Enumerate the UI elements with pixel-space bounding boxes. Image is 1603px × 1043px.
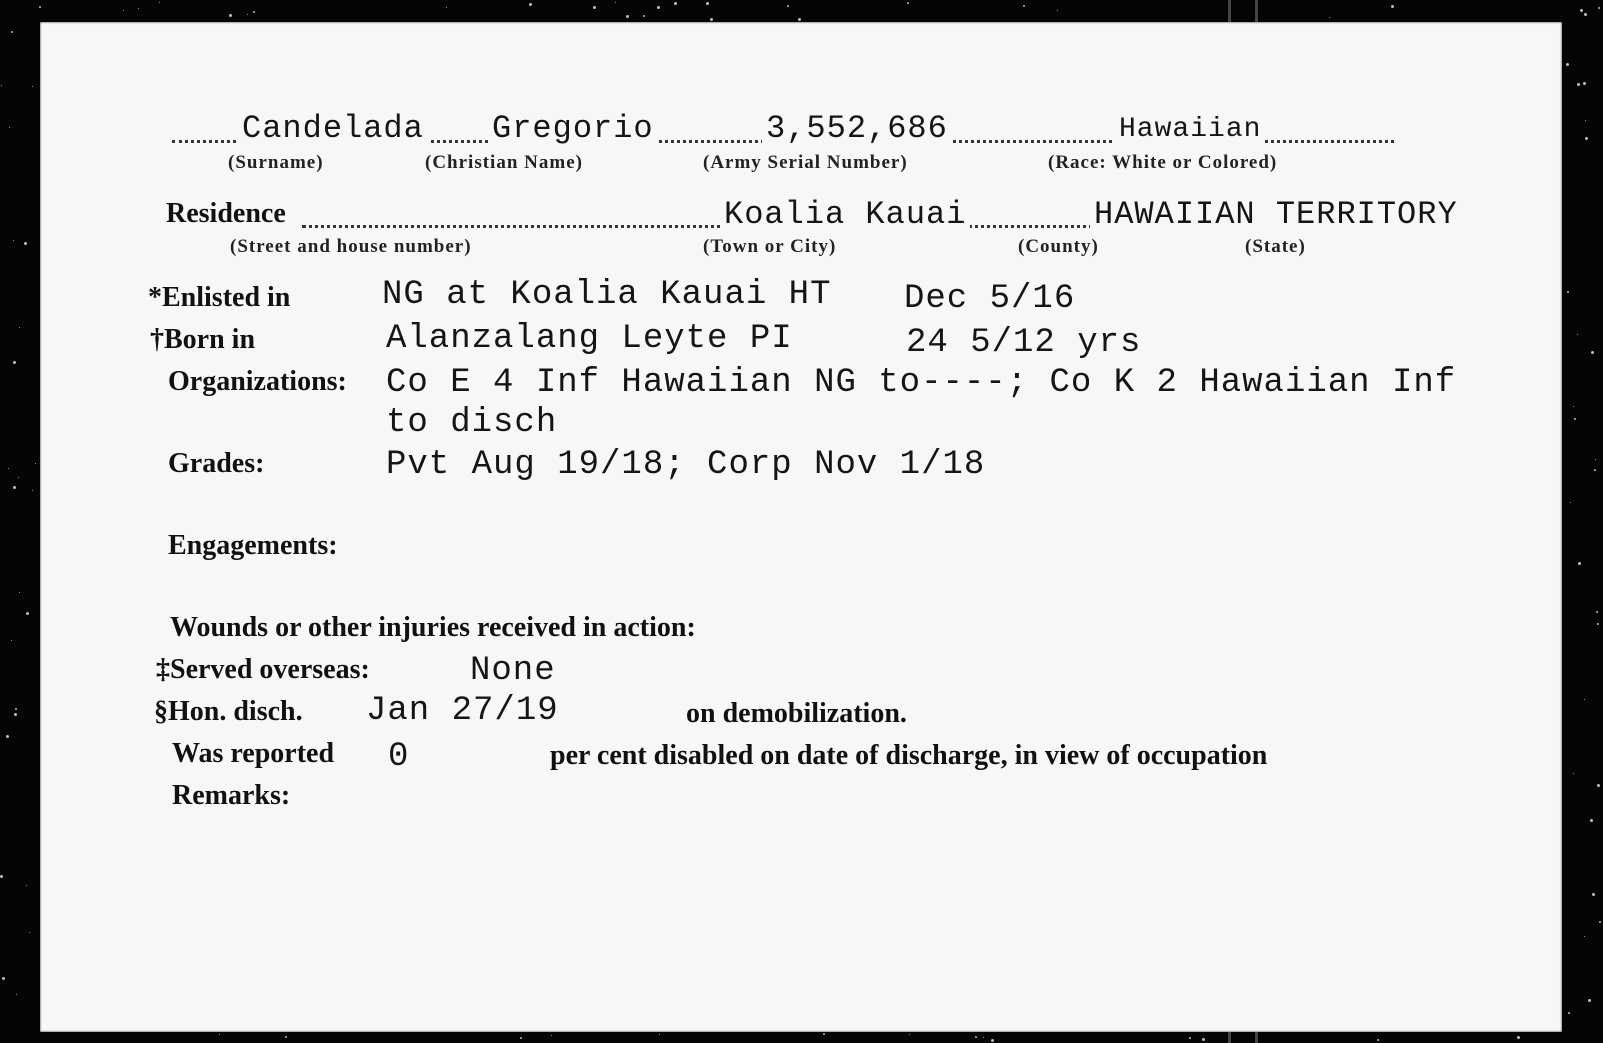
film-speck: [1573, 406, 1574, 407]
film-speck: [19, 327, 20, 328]
film-speck: [1189, 1037, 1191, 1039]
served-overseas-value: None: [470, 652, 556, 690]
christian-name-value: Gregorio: [488, 110, 658, 147]
film-speck: [8, 468, 9, 469]
film-speck: [247, 14, 248, 15]
film-speck: [909, 1034, 910, 1035]
film-speck: [823, 1033, 825, 1035]
film-speck: [6, 735, 9, 738]
served-overseas-label: ‡Served overseas:: [156, 654, 370, 685]
surname-value: Candelada: [238, 110, 428, 147]
film-speck: [1580, 9, 1583, 12]
film-speck: [1329, 17, 1330, 18]
film-speck: [551, 1035, 552, 1036]
film-speck: [13, 240, 14, 241]
film-speck: [32, 490, 33, 491]
residence-state-value: HAWAIIAN TERRITORY: [1090, 196, 1462, 233]
film-speck: [1, 85, 2, 86]
film-speck: [14, 713, 17, 716]
film-speck: [1591, 351, 1594, 354]
film-speck: [123, 10, 124, 11]
film-speck: [710, 18, 713, 21]
serial-number-value: 3,552,686: [762, 110, 952, 147]
film-speck: [593, 6, 596, 9]
film-speck: [138, 8, 139, 9]
film-speck: [1597, 623, 1599, 625]
film-speck: [15, 708, 17, 710]
film-speck: [16, 994, 17, 995]
film-speck: [706, 2, 709, 5]
film-speck: [520, 1037, 522, 1039]
remarks-label: Remarks:: [172, 780, 291, 811]
film-speck: [991, 1039, 994, 1042]
surname-caption: (Surname): [228, 152, 324, 173]
organizations-label: Organizations:: [168, 366, 347, 397]
film-speck: [1577, 83, 1580, 86]
film-speck: [29, 932, 30, 933]
film-speck: [26, 885, 27, 886]
film-speck: [907, 2, 909, 4]
state-caption: (State): [1245, 236, 1306, 257]
film-speck: [1583, 82, 1586, 85]
film-speck: [1391, 5, 1394, 8]
film-speck: [1584, 13, 1587, 16]
film-speck: [446, 7, 447, 8]
film-speck: [26, 612, 29, 615]
film-speck: [1590, 819, 1593, 822]
film-speck: [229, 14, 232, 17]
serial-number-caption: (Army Serial Number): [703, 152, 908, 173]
film-speck: [32, 86, 33, 87]
film-speck: [159, 2, 160, 3]
film-speck: [1377, 1039, 1379, 1041]
film-speck: [1567, 291, 1569, 293]
town-caption: (Town or City): [703, 236, 837, 257]
film-speck: [1517, 1036, 1520, 1039]
film-speck: [1578, 562, 1581, 565]
film-speck: [1592, 893, 1595, 896]
film-speck: [787, 5, 789, 7]
film-speck: [13, 361, 16, 364]
film-speck: [529, 3, 532, 6]
county-caption: (County): [1018, 236, 1099, 257]
film-speck: [626, 15, 629, 18]
organizations-value-line2: to disch: [386, 404, 558, 442]
film-speck: [18, 477, 19, 478]
film-speck: [1568, 1012, 1570, 1014]
film-speck: [1573, 773, 1574, 774]
enlisted-date-value: Dec 5/16: [904, 280, 1076, 318]
demobilization-text: on demobilization.: [686, 698, 907, 729]
disability-text: per cent disabled on date of discharge, in view of occupation: [550, 740, 1268, 771]
film-speck: [657, 6, 660, 9]
film-speck: [615, 2, 616, 3]
film-speck: [219, 1034, 220, 1035]
film-speck: [253, 11, 255, 13]
film-speck: [983, 1037, 984, 1038]
film-speck: [1594, 469, 1596, 471]
film-speck: [0, 875, 3, 878]
film-speck: [24, 242, 27, 245]
film-speck: [1577, 334, 1578, 335]
film-speck: [1584, 699, 1585, 700]
born-place-value: Alanzalang Leyte PI: [386, 320, 793, 358]
film-speck: [19, 592, 20, 593]
grades-label: Grades:: [168, 448, 265, 479]
film-speck: [1566, 63, 1569, 66]
organizations-value-line1: Co E 4 Inf Hawaiian NG to----; Co K 2 Hawaiian Inf: [386, 364, 1457, 402]
film-speck: [1570, 502, 1571, 503]
service-record-card: [40, 22, 1562, 1032]
residence-label: Residence: [166, 198, 286, 229]
film-speck: [11, 640, 12, 641]
honorable-discharge-label: §Hon. disch.: [154, 696, 303, 727]
film-speck: [1599, 921, 1601, 923]
film-speck: [13, 486, 16, 489]
film-speck: [1574, 418, 1576, 420]
film-speck: [1596, 611, 1598, 613]
film-speck: [1595, 459, 1596, 460]
film-speck: [2, 977, 5, 980]
film-speck: [1597, 784, 1600, 787]
film-speck: [798, 18, 801, 21]
film-speck: [1057, 10, 1058, 11]
disability-percent-value: 0: [388, 738, 410, 776]
honorable-discharge-value: Jan 27/19: [366, 692, 559, 730]
enlisted-label: *Enlisted in: [148, 282, 291, 313]
film-speck: [1598, 7, 1600, 9]
film-speck: [1023, 5, 1025, 7]
residence-town-value: Koalia Kauai: [720, 196, 970, 233]
born-age-value: 24 5/12 yrs: [906, 324, 1142, 362]
film-speck: [1584, 936, 1585, 937]
engagements-label: Engagements:: [168, 530, 338, 561]
film-speck: [659, 1034, 660, 1035]
race-value: Hawaiian: [1115, 114, 1265, 145]
reported-label: Was reported: [172, 738, 335, 769]
film-speck: [285, 1036, 287, 1038]
film-speck: [39, 6, 41, 8]
race-caption: (Race: White or Colored): [1048, 152, 1278, 173]
film-speck: [1585, 120, 1586, 121]
wounds-label: Wounds or other injuries received in action:: [170, 612, 696, 643]
film-speck: [1202, 1038, 1205, 1041]
film-speck: [975, 1036, 977, 1038]
christian-name-caption: (Christian Name): [425, 152, 583, 173]
film-speck: [1585, 137, 1588, 140]
film-speck: [35, 463, 36, 464]
film-speck: [9, 127, 10, 128]
film-speck: [1588, 999, 1591, 1002]
film-speck: [11, 31, 13, 33]
film-speck: [643, 15, 645, 17]
street-caption: (Street and house number): [230, 236, 472, 257]
grades-value: Pvt Aug 19/18; Corp Nov 1/18: [386, 446, 986, 484]
enlisted-place-value: NG at Koalia Kauai HT: [382, 276, 832, 314]
film-speck: [674, 2, 677, 5]
born-label: †Born in: [150, 324, 256, 355]
